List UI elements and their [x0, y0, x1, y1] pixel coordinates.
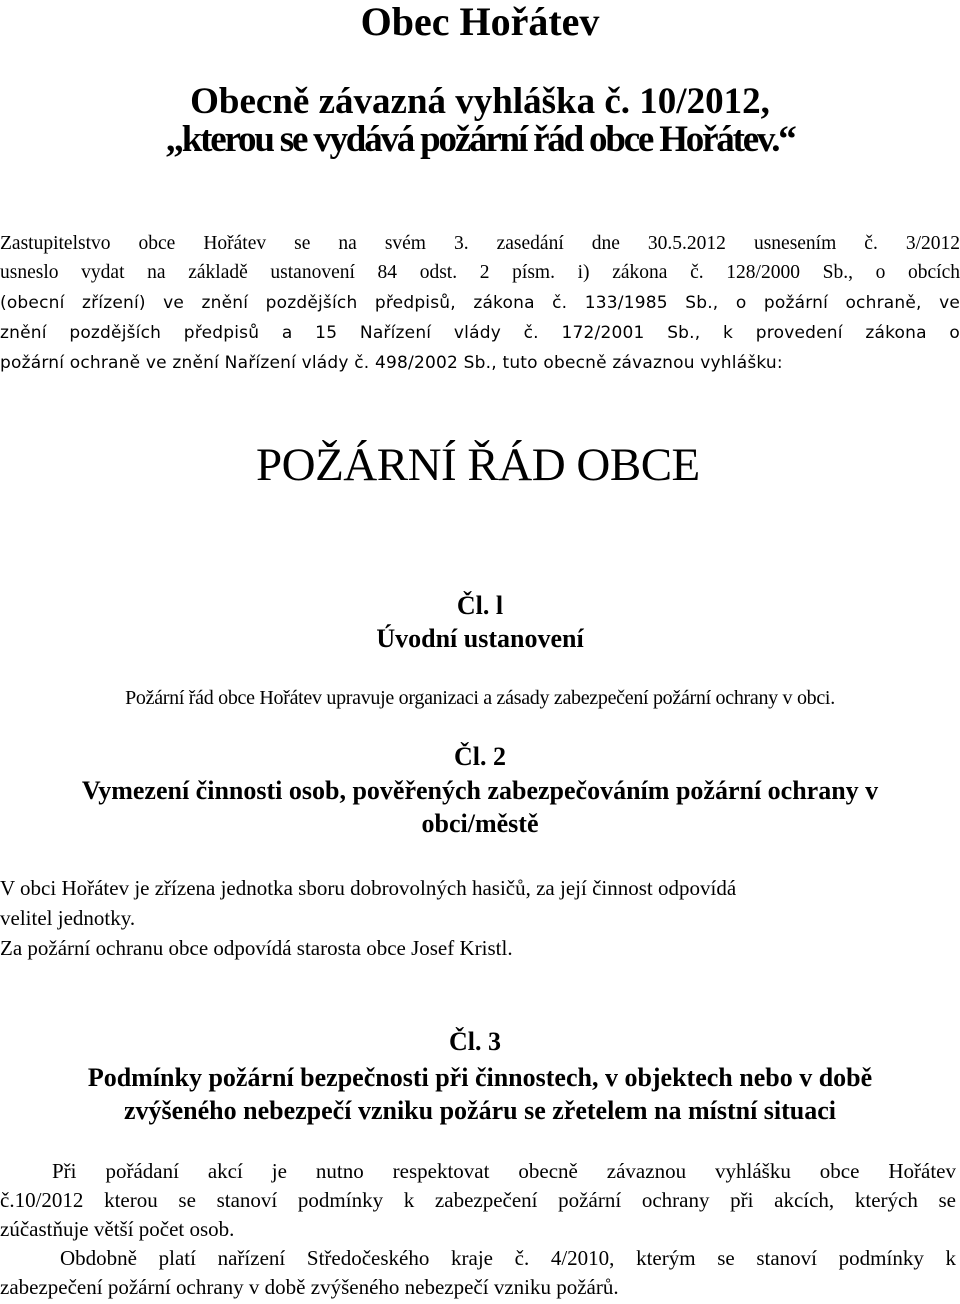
article1-text: Požární řád obce Hořátev upravuje organizaci a zásady zabezpečení požární ochrany v obci.	[125, 687, 835, 709]
intro-line-2: usneslo vydat na základě ustanovení 84 odst. 2 písm. i) zákona č. 128/2000 Sb., o obcích	[0, 262, 960, 283]
decree-title-line1: Obecně závazná vyhláška č. 10/2012,	[190, 81, 770, 122]
article2-number: Čl. 2	[454, 742, 506, 771]
decree-title-line2: „kterou se vydává požární řád obce Hořátev.“	[165, 119, 795, 160]
article1-number: Čl. l	[456, 591, 504, 620]
article3-p1-line3: zúčastňuje větší počet osob.	[0, 1217, 235, 1241]
intro-line-3: (obecní zřízení) ve znění pozdějších předpisů, zákona č. 133/1985 Sb., o požární ochraně, ve	[0, 293, 960, 313]
article2-text-line1: V obci Hořátev je zřízena jednotka sboru dobrovolných hasičů, za její činnost odpovídá	[0, 876, 737, 900]
main-heading: POŽÁRNÍ ŘÁD OBCE	[256, 439, 700, 491]
intro-line-5: požární ochraně ve znění Nařízení vlády č. 498/2002 Sb., tuto obecně závaznou vyhlášku:	[0, 353, 783, 373]
intro-line-4: znění pozdějších předpisů a 15 Nařízení vlády č. 172/2001 Sb., k provedení zákona o	[0, 323, 960, 343]
intro-line-1: Zastupitelstvo obce Hořátev se na svém 3. zasedání dne 30.5.2012 usnesením č. 3/2012	[0, 233, 960, 254]
article2-title-line1: Vymezení činnosti osob, pověřených zabezpečováním požární ochrany v	[81, 776, 879, 805]
article1-title: Úvodní ustanovení	[376, 624, 584, 653]
article3-p2-line2: zabezpečení požární ochrany v době zvýšeného nebezpečí vzniku požárů.	[0, 1275, 619, 1299]
article3-p1-line1: Při pořádaní akcí je nutno respektovat obecně závaznou vyhlášku obce Hořátev	[52, 1159, 956, 1183]
article3-number: Čl. 3	[449, 1027, 501, 1056]
article3-title-line2: zvýšeného nebezpečí vzniku požáru se zřetelem na místní situaci	[123, 1096, 837, 1125]
article2-title-line2: obci/městě	[421, 809, 539, 838]
article3-p1-line2: č.10/2012 kterou se stanoví podmínky k zabezpečení požární ochrany při akcích, kterých se	[0, 1188, 956, 1212]
article2-text-line3: Za požární ochranu obce odpovídá starosta obce Josef Kristl.	[0, 936, 513, 960]
article3-title-line1: Podmínky požární bezpečnosti při činnostech, v objektech nebo v době	[87, 1063, 873, 1092]
article2-text-line2: velitel jednotky.	[0, 906, 136, 930]
municipality-title: Obec Hořátev	[360, 0, 600, 44]
article3-p2-line1: Obdobně platí nařízení Středočeského kraje č. 4/2010, kterým se stanoví podmínky k	[60, 1246, 956, 1270]
